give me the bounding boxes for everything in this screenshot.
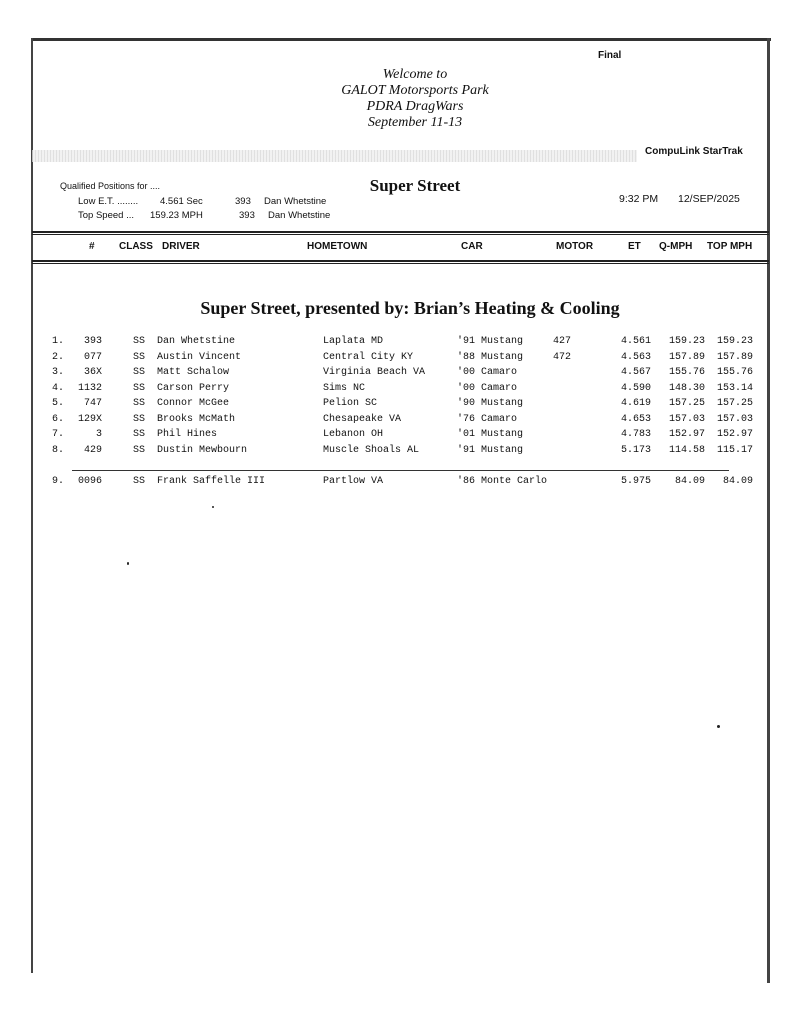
low-et-label: Low E.T. ........ <box>78 196 139 207</box>
result-top-mph: 152.97 <box>716 429 753 440</box>
header-rule-bottom <box>32 260 769 262</box>
result-hometown: Laplata MD <box>323 336 384 347</box>
table-row <box>0 429 789 444</box>
result-hometown: Sims NC <box>323 383 366 394</box>
result-motor: 427 <box>553 336 572 347</box>
result-top-mph: 157.89 <box>716 352 753 363</box>
result-class: SS <box>133 414 146 425</box>
result-qmph: 159.23 <box>668 336 705 347</box>
col-header-class: CLASS <box>119 241 153 252</box>
result-position: 7. <box>52 429 65 440</box>
report-date: 12/SEP/2025 <box>678 193 740 205</box>
result-car-number: 3 <box>95 429 102 440</box>
result-top-mph: 157.25 <box>716 398 753 409</box>
low-et-row <box>78 196 327 207</box>
result-car-number: 393 <box>83 336 102 347</box>
event-header <box>300 67 530 131</box>
result-car: '00 Camaro <box>457 367 518 378</box>
top-speed-row <box>78 210 331 221</box>
result-top-mph: 157.03 <box>716 414 753 425</box>
result-qmph: 114.58 <box>668 445 705 456</box>
result-hometown: Chesapeake VA <box>323 414 402 425</box>
result-driver: Brooks McMath <box>157 414 236 425</box>
result-car-number: 429 <box>83 445 102 456</box>
low-et-car: 393 <box>235 196 251 207</box>
result-et: 4.563 <box>620 352 651 363</box>
result-position: 6. <box>52 414 65 425</box>
table-row <box>0 367 789 382</box>
result-driver: Austin Vincent <box>157 352 242 363</box>
result-et: 4.653 <box>620 414 651 425</box>
speck <box>127 562 129 565</box>
result-class: SS <box>133 429 146 440</box>
result-top-mph: 159.23 <box>716 336 753 347</box>
result-top-mph: 153.14 <box>716 383 753 394</box>
col-header-motor: MOTOR <box>556 241 594 252</box>
result-car-number: 36X <box>83 367 102 378</box>
result-car: '86 Monte Carlo <box>457 476 548 487</box>
top-speed-driver: Dan Whetstine <box>268 210 331 221</box>
shaded-band <box>32 150 637 162</box>
table-row <box>0 352 789 367</box>
result-qmph: 84.09 <box>674 476 705 487</box>
result-qmph: 157.25 <box>668 398 705 409</box>
low-et-value: 4.561 Sec <box>160 196 203 207</box>
result-position: 8. <box>52 445 65 456</box>
status-label: Final <box>598 50 622 61</box>
header-rule-top <box>32 231 769 233</box>
result-driver: Dustin Mewbourn <box>157 445 248 456</box>
table-row <box>0 414 789 429</box>
result-et: 4.561 <box>620 336 651 347</box>
col-header-hometown: HOMETOWN <box>307 241 368 252</box>
result-car: '76 Camaro <box>457 414 518 425</box>
result-class: SS <box>133 476 146 487</box>
result-qmph: 152.97 <box>668 429 705 440</box>
result-driver: Carson Perry <box>157 383 230 394</box>
table-row <box>0 398 789 413</box>
top-speed-label: Top Speed ... <box>78 210 134 221</box>
result-top-mph: 115.17 <box>716 445 753 456</box>
table-row <box>0 445 789 460</box>
result-car-number: 077 <box>83 352 102 363</box>
software-label: CompuLink StarTrak <box>645 146 743 157</box>
event-title: Super Street, presented by: Brian’s Heating & Cooling <box>200 298 620 318</box>
result-hometown: Central City KY <box>323 352 414 363</box>
result-car: '91 Mustang <box>457 445 524 456</box>
header-rule-bottom-2 <box>32 263 769 264</box>
frame-right <box>767 38 770 983</box>
result-et: 4.783 <box>620 429 651 440</box>
col-header-et: ET <box>628 241 641 252</box>
header-line-4: September 11-13 <box>367 115 463 130</box>
result-position: 5. <box>52 398 65 409</box>
result-hometown: Lebanon OH <box>323 429 384 440</box>
col-header-driver: DRIVER <box>162 241 200 252</box>
table-row <box>0 383 789 398</box>
result-et: 5.975 <box>620 476 651 487</box>
header-rule-top-2 <box>32 234 769 235</box>
qualified-heading: Qualified Positions for .... <box>60 181 161 191</box>
frame-top <box>31 38 771 41</box>
header-line-2: GALOT Motorsports Park <box>341 83 489 98</box>
result-qmph: 157.03 <box>668 414 705 425</box>
result-et: 5.173 <box>620 445 651 456</box>
result-car: '01 Mustang <box>457 429 524 440</box>
result-position: 9. <box>52 476 65 487</box>
report-time: 9:32 PM <box>619 193 659 205</box>
top-speed-value: 159.23 MPH <box>150 210 203 221</box>
result-hometown: Virginia Beach VA <box>323 367 426 378</box>
result-hometown: Partlow VA <box>323 476 384 487</box>
speck <box>212 506 214 508</box>
header-line-1: Welcome to <box>382 67 448 82</box>
result-car-number: 1132 <box>77 383 102 394</box>
result-car-number: 0096 <box>77 476 102 487</box>
result-position: 3. <box>52 367 65 378</box>
result-et: 4.567 <box>620 367 651 378</box>
result-car: '00 Camaro <box>457 383 518 394</box>
low-et-driver: Dan Whetstine <box>264 196 327 207</box>
result-class: SS <box>133 367 146 378</box>
result-driver: Phil Hines <box>157 429 218 440</box>
table-row <box>0 476 789 491</box>
class-title: Super Street <box>369 176 461 195</box>
result-et: 4.619 <box>620 398 651 409</box>
result-class: SS <box>133 336 146 347</box>
result-car: '88 Mustang <box>457 352 524 363</box>
result-motor: 472 <box>553 352 572 363</box>
result-car: '91 Mustang <box>457 336 524 347</box>
col-header-car: CAR <box>461 241 483 252</box>
col-header-top-mph: TOP MPH <box>707 241 753 252</box>
result-et: 4.590 <box>620 383 651 394</box>
result-position: 4. <box>52 383 65 394</box>
result-top-mph: 84.09 <box>722 476 753 487</box>
header-line-3: PDRA DragWars <box>366 99 464 114</box>
result-qmph: 155.76 <box>668 367 705 378</box>
result-driver: Dan Whetstine <box>157 336 236 347</box>
table-row <box>0 336 789 351</box>
result-class: SS <box>133 383 146 394</box>
result-position: 1. <box>52 336 65 347</box>
result-class: SS <box>133 352 146 363</box>
speck <box>717 725 720 728</box>
result-car-number: 129X <box>77 414 102 425</box>
top-speed-car: 393 <box>239 210 255 221</box>
col-header-number: # <box>89 241 95 252</box>
result-qmph: 148.30 <box>668 383 705 394</box>
result-driver: Frank Saffelle III <box>157 476 266 487</box>
qualifier-cutoff-line <box>72 470 729 471</box>
result-class: SS <box>133 398 146 409</box>
col-header-qmph: Q-MPH <box>659 241 693 252</box>
frame-left <box>31 38 33 973</box>
result-hometown: Muscle Shoals AL <box>323 445 420 456</box>
result-car: '90 Mustang <box>457 398 524 409</box>
result-driver: Matt Schalow <box>157 367 230 378</box>
result-class: SS <box>133 445 146 456</box>
result-car-number: 747 <box>83 398 102 409</box>
result-top-mph: 155.76 <box>716 367 753 378</box>
result-hometown: Pelion SC <box>323 398 378 409</box>
result-position: 2. <box>52 352 65 363</box>
result-qmph: 157.89 <box>668 352 705 363</box>
result-driver: Connor McGee <box>157 398 230 409</box>
